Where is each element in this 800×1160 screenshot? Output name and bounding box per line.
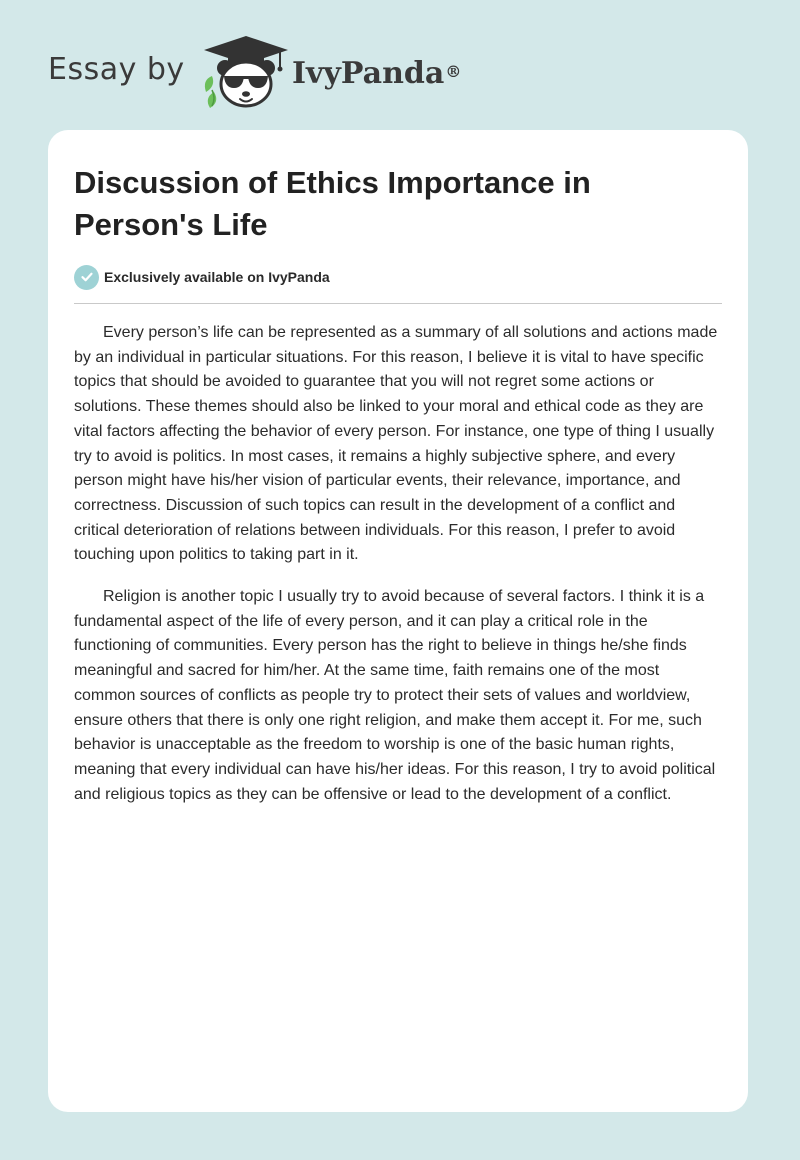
paragraph-2: Religion is another topic I usually try to avoid because of several factors. I think it is a fundamental aspect of the life of every person, and it can play a critical role in the functioning of communities. Every person has the right to believe in things he/she finds meaningful and sacred for him/her. At the same time, faith remains one of the most common sources of conflicts as people try to protect their sets of values and worldview, ensure others that there is only one right religion, and make them accept it. For me, such behavior is unacceptable as the freedom to worship is one of the basic human rights, meaning that every individual can have his/her ideas. For this reason, I try to avoid political and religious topics as they can be offensive or lead to the development of a conflict. [74,588,716,803]
site-header [0,0,800,130]
paragraph-1: Every person’s life can be represented as a summary of all solutions and actions made by an individual in particular situations. For this reason, I believe it is vital to have specific topics that should be avoided to guarantee that you will not regret some actions or solutions. These themes should also be linked to your moral and ethical code as they are vital factors affecting the behavior of every person. For instance, one type of thing I usually try to avoid is politics. In most cases, it remains a highly subjective sphere, and every person might have his/her vision of particular events, their relevance, importance, and correctness. Discussion of such topics can result in the development of a conflict and critical deterioration of relations between individuals. For this reason, I prefer to avoid touching upon politics to taking part in it. [74,324,718,564]
essay-body [74,321,724,824]
brand-text: IvyPanda [292,56,445,91]
essay-by-label: Essay by [48,52,185,87]
check-circle-icon [74,265,99,290]
exclusive-badge [74,264,330,290]
essay-title: Discussion of Ethics Importance in Person's Life [74,165,591,242]
panda-graduate-icon [200,34,292,110]
brand-name[interactable] [292,54,461,94]
essay-card [48,130,748,1112]
divider [74,303,722,304]
exclusive-badge-label: Exclusively available on IvyPanda [104,269,330,285]
registered-mark: ® [445,62,462,81]
